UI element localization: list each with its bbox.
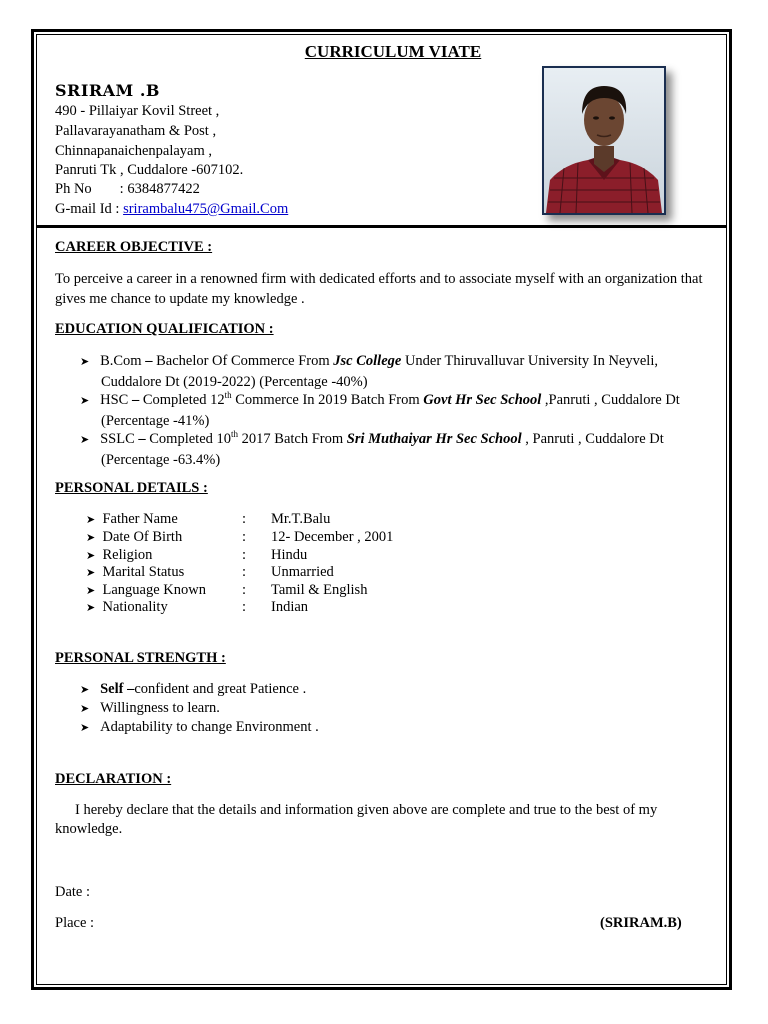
document-title: CURRICULUM VIATE — [304, 42, 482, 61]
personal-detail-value: Unmarried — [271, 564, 334, 580]
superscript: th — [224, 390, 232, 401]
education-text: Under Thiruvalluvar University In Neyveli, — [401, 353, 658, 369]
personal-detail-value: Tamil & English — [271, 582, 368, 598]
education-school: Sri Muthaiyar Hr Sec School — [346, 431, 522, 447]
header-divider — [36, 225, 727, 228]
arrowhead-bullet-icon: ➤ — [80, 684, 90, 696]
education-text: Completed 12 — [142, 392, 225, 408]
personal-detail-label: Father Name — [102, 511, 178, 527]
email-line — [55, 201, 288, 218]
arrowhead-bullet-icon: ➤ — [86, 550, 96, 562]
phone-label: Ph No — [55, 181, 92, 197]
address-line-4: Panruti Tk , Cuddalore -607102. — [55, 162, 244, 178]
strength-item — [80, 700, 220, 717]
education-text: ,Panruti , Cuddalore Dt — [541, 392, 680, 408]
arrowhead-bullet-icon: ➤ — [86, 567, 96, 579]
profile-photo-drawing — [544, 68, 664, 213]
education-school: Govt Hr Sec School — [423, 392, 542, 408]
education-item — [80, 351, 730, 392]
education-heading: EDUCATION QUALIFICATION : — [55, 321, 274, 337]
education-text: Completed 10 — [149, 431, 232, 447]
personal-detail-value: 12- December , 2001 — [271, 529, 394, 545]
education-details: (Percentage -63.4%) — [101, 452, 221, 468]
personal-detail-separator: : — [242, 599, 247, 615]
personal-detail-label: Language Known — [102, 582, 206, 598]
personal-detail-separator: : — [242, 582, 247, 598]
personal-detail-separator: : — [242, 511, 247, 527]
personal-detail-row — [86, 511, 178, 528]
strength-item — [80, 681, 306, 698]
education-dash: – — [128, 392, 143, 408]
profile-photo — [542, 66, 666, 215]
phone-line — [55, 181, 200, 198]
education-item — [80, 429, 730, 470]
address-line-3: Chinnapanaichenpalayam , — [55, 143, 213, 159]
phone-number: 6384877422 — [127, 181, 200, 197]
education-text: 2017 Batch From — [238, 431, 347, 447]
personal-detail-row — [86, 529, 182, 546]
arrowhead-bullet-icon: ➤ — [80, 703, 90, 715]
education-dash: – — [134, 431, 150, 447]
declaration-text-continued: knowledge. — [55, 821, 123, 837]
personal-detail-label: Marital Status — [102, 564, 185, 580]
education-details: (Percentage -41%) — [101, 413, 210, 429]
declaration-text: I hereby declare that the details and information given above are complete and true to the best of my — [75, 802, 658, 818]
personal-detail-separator: : — [242, 547, 247, 563]
declaration-heading: DECLARATION : — [55, 771, 172, 787]
personal-detail-row — [86, 582, 206, 599]
arrowhead-bullet-icon: ➤ — [80, 356, 90, 368]
education-degree: B.Com — [100, 353, 142, 369]
personal-detail-label: Date Of Birth — [102, 529, 183, 545]
personal-detail-value: Mr.T.Balu — [271, 511, 331, 527]
strength-text: Willingness to learn. — [100, 700, 220, 716]
arrowhead-bullet-icon: ➤ — [80, 395, 90, 407]
personal-strength-heading: PERSONAL STRENGTH : — [55, 650, 226, 666]
signature-name: (SRIRAM.B) — [600, 915, 682, 931]
education-text: Bachelor Of Commerce From — [156, 353, 334, 369]
arrowhead-bullet-icon: ➤ — [86, 514, 96, 526]
education-item — [80, 390, 730, 431]
strength-text: confident and great Patience . — [134, 681, 307, 697]
strength-text: Adaptability to change Environment . — [100, 719, 319, 735]
address-line-1: 490 - Pillaiyar Kovil Street , — [55, 103, 220, 119]
strength-bold-text: Self – — [100, 681, 135, 697]
education-details: Cuddalore Dt (2019-2022) (Percentage -40%) — [101, 374, 368, 390]
place-label: Place : — [55, 915, 95, 931]
personal-detail-value: Indian — [271, 599, 309, 615]
personal-detail-separator: : — [242, 564, 247, 580]
personal-detail-row — [86, 599, 168, 616]
personal-detail-label: Nationality — [102, 599, 168, 615]
personal-detail-label: Religion — [102, 547, 153, 563]
education-text: , Panruti , Cuddalore Dt — [521, 431, 664, 447]
address-line-2: Pallavarayanatham & Post , — [55, 123, 217, 139]
education-degree: SSLC — [100, 431, 135, 447]
arrowhead-bullet-icon: ➤ — [86, 532, 96, 544]
career-objective-text: To perceive a career in a renowned firm with dedicated efforts and to associate myself with an organization that gives me chance to update my knowledge . — [55, 271, 703, 307]
arrowhead-bullet-icon: ➤ — [80, 722, 90, 734]
phone-separator: : — [119, 181, 124, 197]
email-link[interactable]: srirambalu475@Gmail.Com — [123, 201, 289, 217]
education-degree: HSC — [100, 392, 129, 408]
personal-details-heading: PERSONAL DETAILS : — [55, 480, 208, 496]
superscript: th — [231, 429, 239, 440]
candidate-name: SRIRAM .B — [55, 81, 160, 100]
arrowhead-bullet-icon: ➤ — [80, 434, 90, 446]
career-objective-heading: CAREER OBJECTIVE : — [55, 239, 213, 255]
personal-detail-separator: : — [242, 529, 247, 545]
date-label: Date : — [55, 884, 91, 900]
education-school: Jsc College — [333, 353, 402, 369]
strength-item — [80, 719, 319, 736]
education-text: Commerce In 2019 Batch From — [231, 392, 424, 408]
arrowhead-bullet-icon: ➤ — [86, 585, 96, 597]
education-dash: – — [141, 353, 157, 369]
personal-detail-row — [86, 547, 152, 564]
personal-detail-value: Hindu — [271, 547, 308, 563]
personal-detail-row — [86, 564, 184, 581]
arrowhead-bullet-icon: ➤ — [86, 602, 96, 614]
email-label: G-mail Id : — [55, 201, 120, 217]
